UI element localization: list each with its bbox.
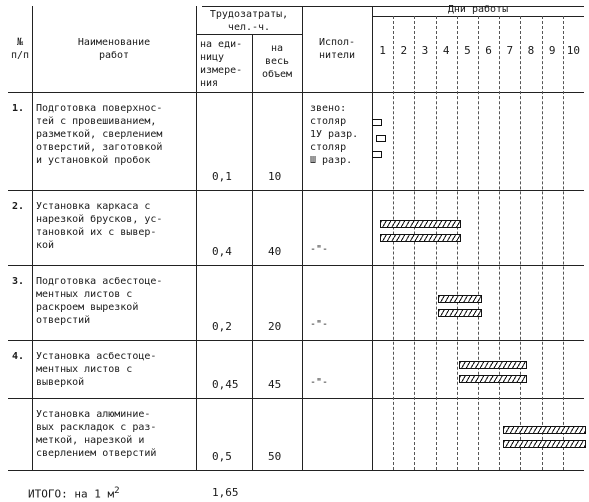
day-grid-line [520,16,521,470]
row-work-name: Подготовка поверхнос- тей с провешиванием, разметкой, сверлением отверстий, заготовкой и установкой пробок [36,103,163,166]
row-number: 3. [12,276,25,287]
row-separator [8,190,584,191]
day-grid-line [499,16,500,470]
row-number: 4. [12,351,25,362]
header-per-unit: на еди- ницу измере- ния [200,39,243,89]
header-labor: Трудозатраты, чел.-ч. [209,9,289,33]
day-number: 8 [527,44,535,57]
header-performers: Испол- нители [318,37,356,61]
row-work-name: Подготовка асбестоце- ментных листов с раскроем вырезкой отверстий [36,276,163,326]
day-number: 9 [548,44,556,57]
day-grid-line [478,16,479,470]
row-total: 45 [268,378,282,391]
day-number: 10 [566,44,581,57]
row-per-unit: 0,1 [212,170,232,183]
row-separator [8,265,584,266]
row-work-name: Установка асбестоце- ментных листов с выверкой [36,351,157,388]
schedule-marker [372,151,382,158]
schedule-bar [380,234,460,242]
row-performers: звено: столяр 1У разр. столяр Ш разр. [310,103,359,166]
day-grid-line [436,16,437,470]
day-number: 3 [421,44,429,57]
column-divider [372,6,373,470]
day-grid-line [542,16,543,470]
total-value: 1,65 [212,486,239,499]
row-per-unit: 0,4 [212,245,232,258]
column-divider [32,6,33,470]
schedule-bar [438,295,482,303]
labor-subheader-line [196,34,302,35]
total-label: ИТОГО: на 1 $м^2$ [28,485,120,501]
schedule-bar [459,361,527,369]
row-performers: -"- [310,319,329,330]
day-number: 5 [464,44,471,57]
row-total: 20 [268,320,282,333]
row-performers: -"- [310,244,329,255]
schedule-bar [503,440,586,448]
total-unit-exponent: 2 [114,485,120,496]
day-grid-line [563,16,564,470]
column-divider [196,6,197,470]
row-total: 50 [268,450,282,463]
day-number: 2 [400,44,408,57]
header-number: № п/п [10,37,30,61]
day-number: 6 [485,44,492,57]
day-grid-line [457,16,458,470]
column-divider [302,6,303,470]
day-number: 1 [379,44,386,57]
row-work-name: Установка каркаса с нарезкой брусков, ус- тановкой их с вывер- кой [36,201,163,251]
row-separator [8,398,584,399]
header-bottom-border [8,92,584,93]
row-number: 2. [12,201,25,212]
row-per-unit: 0,5 [212,450,232,463]
header-days: Дни работы [447,4,509,15]
row-performers: -"- [310,377,329,388]
row-total: 10 [268,170,282,183]
table-bottom-border [8,470,584,471]
day-grid-line [393,16,394,470]
header-total: на весь объем [261,43,293,80]
day-number: 4 [442,44,450,57]
header-name: Наименование работ [77,37,151,61]
schedule-marker [372,119,382,126]
day-grid-line [414,16,415,470]
schedule-bar [380,220,460,228]
schedule-bar [438,309,482,317]
row-per-unit: 0,45 [212,378,239,391]
row-separator [8,340,584,341]
schedule-bar [503,426,586,434]
schedule-bar [459,375,527,383]
row-per-unit: 0,2 [212,320,232,333]
day-number: 7 [506,44,514,57]
schedule-marker [376,135,386,142]
column-divider [252,34,253,470]
row-number: 1. [12,103,25,114]
row-total: 40 [268,245,282,258]
row-work-name: Установка алюминие- вых раскладок с раз- меткой, нарезкой и сверлением отверстий [36,409,157,459]
